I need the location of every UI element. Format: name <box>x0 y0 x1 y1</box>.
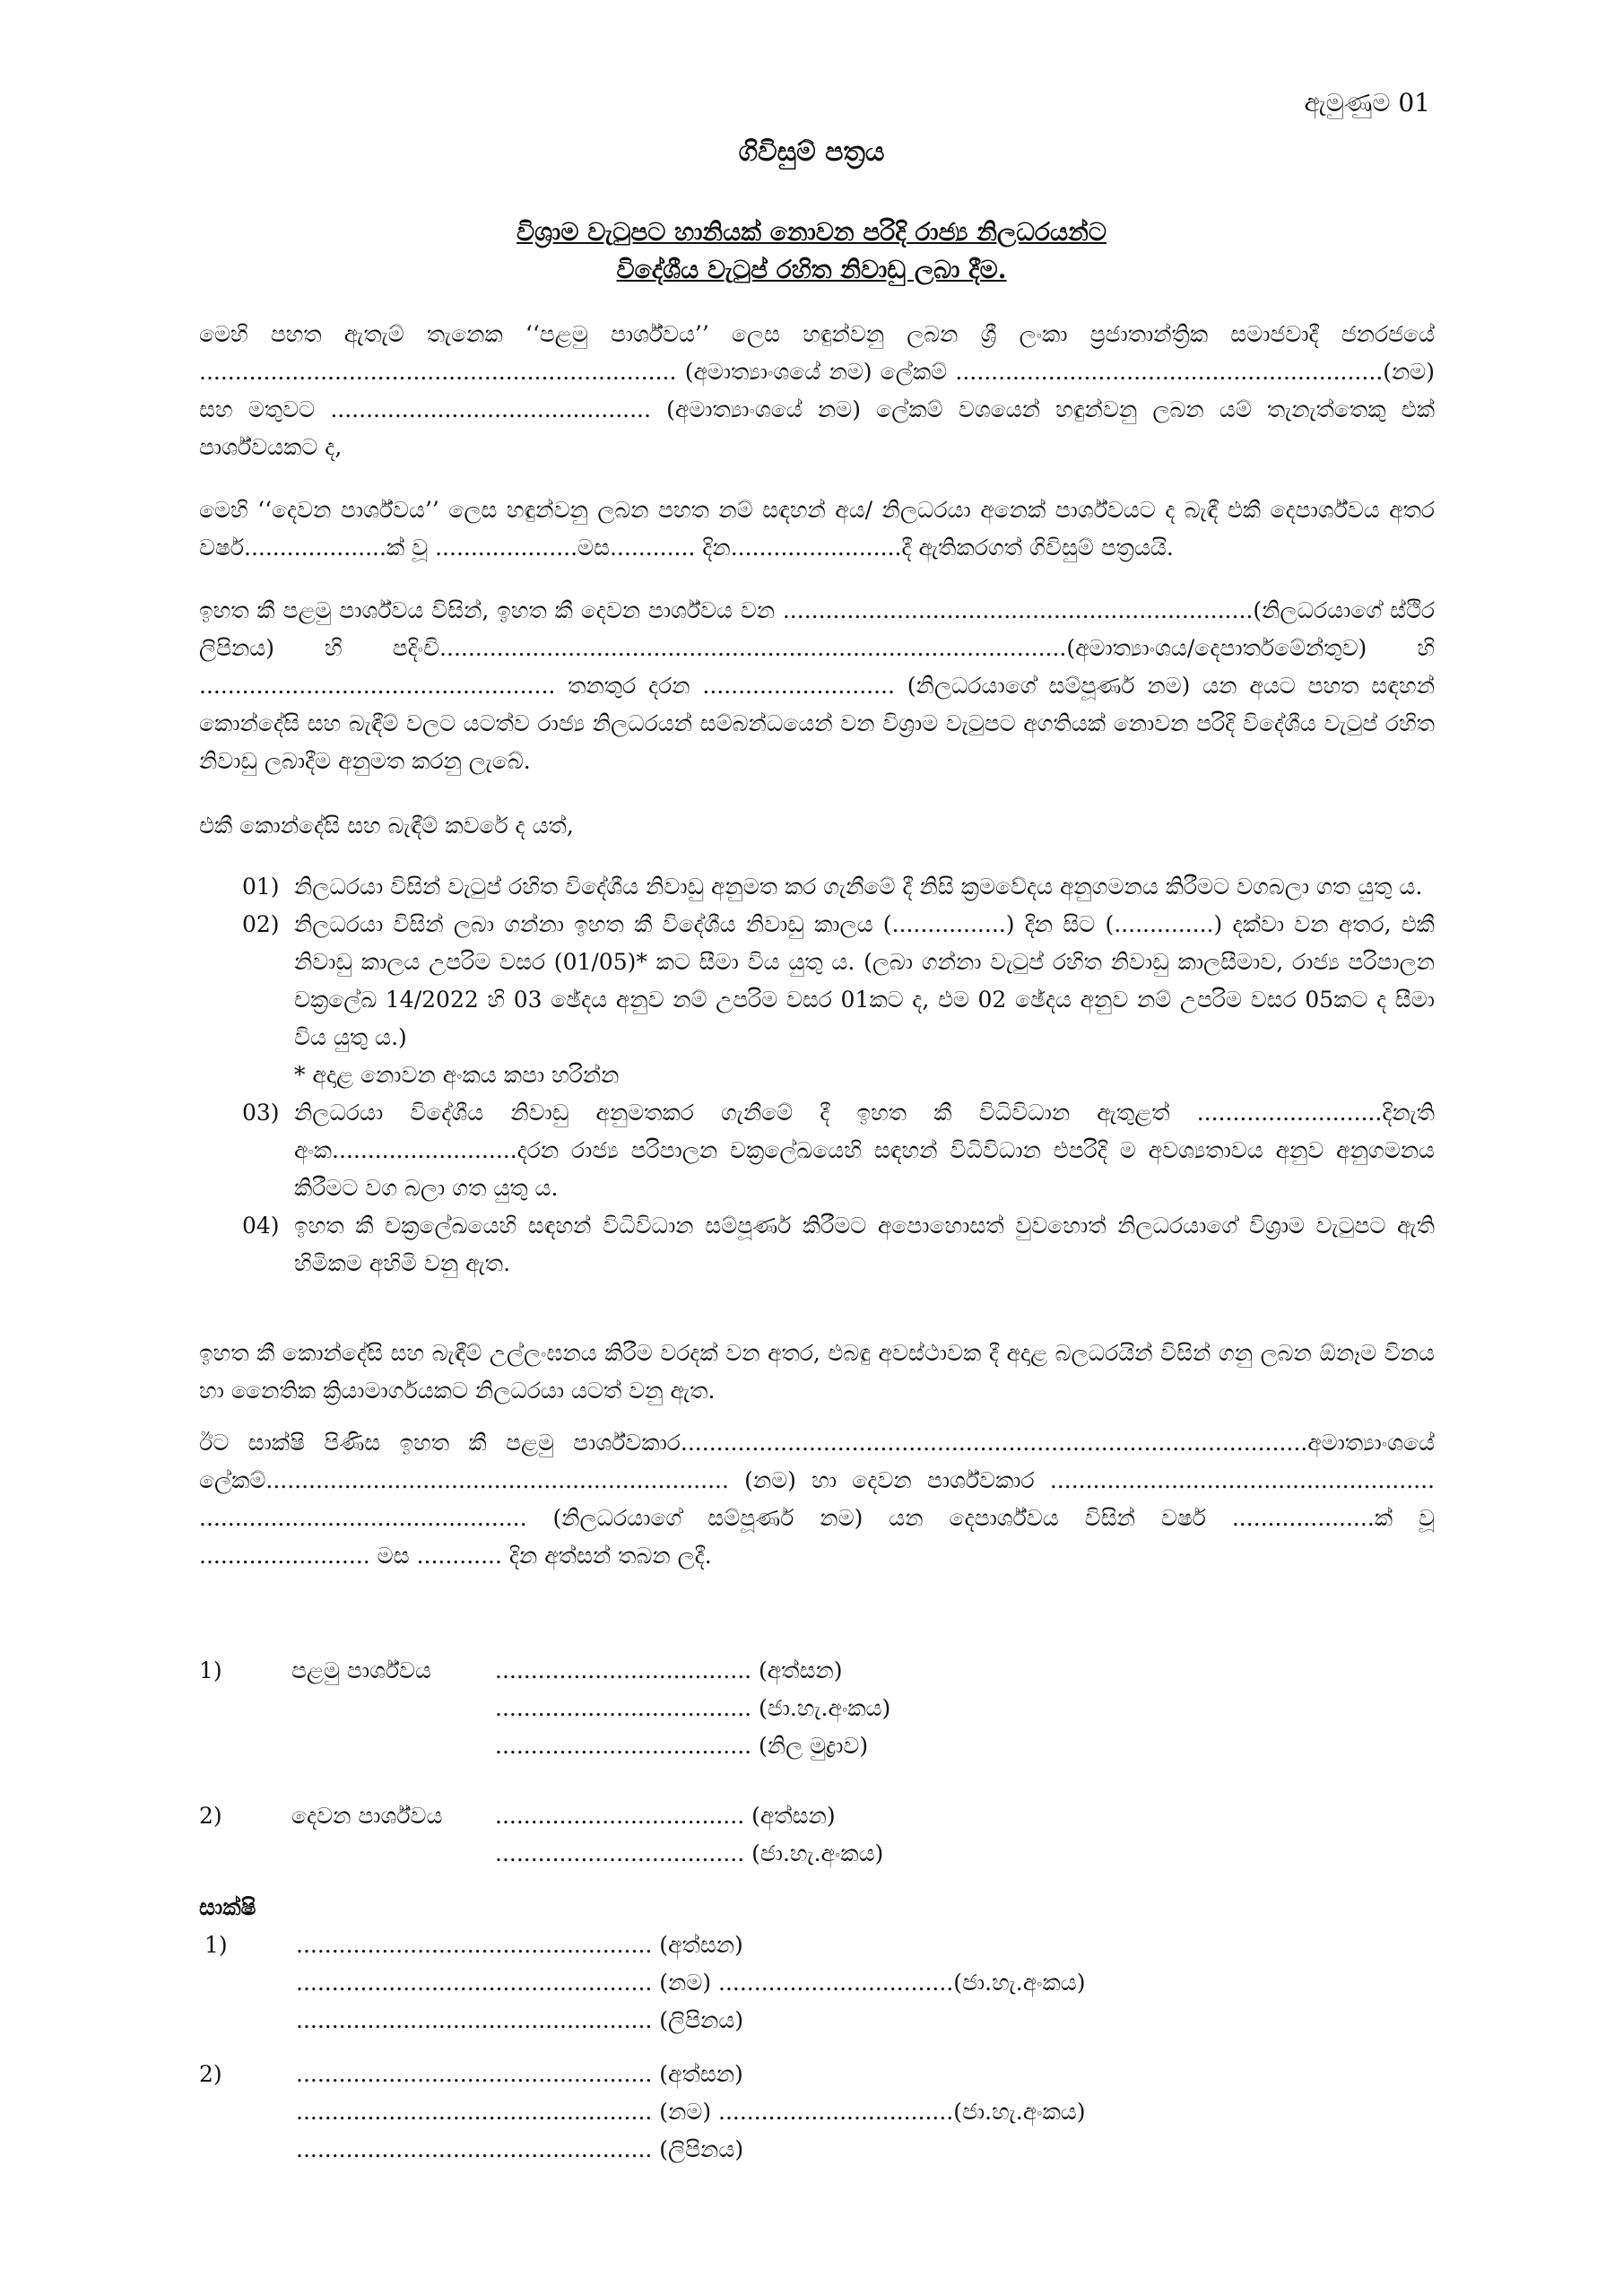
paragraph-text: මෙහි පහත ඇතැම් තැනෙක ‘‘පළමු පාර්ශ්වය’’ ලෙස හඳුන්වනු ලබන ශ්‍රී ලංකා ප්‍රජාතාන්ත්‍රික සමාජවාදී ජනරජයේ ................................................................... (අමාත්‍යාංශයේ නම) ලේකම් ............................................................(නම) සහ මතුවට ............................................. (අමාත්‍යාංශයේ නම) ලේකම් වශයෙන් හඳුන්වනු ලබන යම් තැනැත්තෙකු එක් පාර්ශ්වයකට ද, <box>199 321 1435 460</box>
paragraph-text: ඉහත කී පළමු පාර්ශ්වය විසින්, ඉහත කී දෙවන පාර්ශ්වය වන ..................................................................(නිලධරයාගේ ස්ථිර ලිපිනය) හි පදිංචි........................................................................................(අමාත්‍යාංශය/දෙපාර්තමේන්තුව) හි .................................................. තනතුර දරන ........................... (නිලධරයාගේ සම්පූර්ණ නම) යන අයට පහත සඳහන් කොන්දේසි සහ බැඳීම් වලට යටත්ව රාජ්‍ය නිලධරයන් සම්බන්ධයෙන් වන විශ්‍රාම වැටුපට අගතියක් නොවන පරිදි විදේශීය වැටුප් රහිත නිවාඩු ලබාදීම අනුමත කරනු ලැබේ. <box>199 597 1435 774</box>
paragraph-second-party <box>199 491 1435 567</box>
party1-label: පළමු පාර්ශ්වය <box>291 1657 431 1683</box>
paragraph-approval <box>199 592 1435 780</box>
witness1-address-line: .................................................. (ලිපිනය) <box>296 2007 744 2033</box>
list-item <box>242 1207 1435 1283</box>
list-item <box>242 906 1435 1057</box>
item-number: 04) <box>242 1213 280 1239</box>
witness1-number: 1) <box>204 1932 228 1958</box>
item-number: 03) <box>242 1100 280 1126</box>
paragraph-conditions-intro <box>199 807 1435 845</box>
witness2-signature-line: .................................................. (අත්සන) <box>296 2061 743 2087</box>
witness2-number: 2) <box>199 2061 222 2087</box>
witness-heading: සාක්ෂි <box>199 1894 256 1920</box>
paragraph-text: ඉහත කී කොන්දේසි සහ බැඳීම් උල්ලංඝනය කිරීම වරදක් වන අතර, එබඳු අවස්ථාවක දී අදාළ බලධරයින් විසින් ගනු ලබන ඕනෑම විනය හා නෛතික ක්‍රියාමාර්ගයකට නිලධරයා යටත් වනු ඇත. <box>199 1340 1435 1404</box>
document-title: ගිවිසුම් පත්‍රය <box>738 136 885 168</box>
conditions-list <box>242 868 1435 1283</box>
item-note: * අදාළ නොවන අංකය කපා හරින්න <box>294 1062 620 1088</box>
item-text: නිලධරයා විදේශීය නිවාඩු අනුමතකර ගැනීමේ දී ඉහත කී විධිවිධාන ඇතුළත් ..........................දිනැති අංක..........................දරන රාජ්‍ය පරිපාලන චක්‍රලේඛයෙහි සඳහන් විධිවිධාන එපරිදි ම අවශ්‍යතාවය අනුව අනුගමනය කිරීමට වග බලා ගත යුතු ය. <box>294 1100 1435 1201</box>
party1-number: 1) <box>199 1657 222 1683</box>
party2-number: 2) <box>199 1803 222 1829</box>
annex-label: ඇමුණුම 01 <box>1304 88 1430 117</box>
paragraph-violation <box>199 1335 1435 1410</box>
party2-label: දෙවන පාර්ශ්වය <box>291 1803 443 1829</box>
witness2-address-line: .................................................. (ලිපිනය) <box>296 2136 744 2162</box>
party1-seal-line: .................................... (නිල මුද්‍රාව) <box>495 1733 869 1759</box>
item-text: නිලධරයා විසින් වැටුප් රහිත විදේශීය නිවාඩු අනුමත කර ගැනීමේ දී නිසි ක්‍රමවේදය අනුගමනය කිරීමට වගබලා ගත යුතු ය. <box>294 874 1423 900</box>
witness1-name-nic-line: .................................................. (නම) .................................(ජා.හැ.අංකය) <box>296 1970 1086 1996</box>
list-item <box>242 868 1435 906</box>
item-number: 02) <box>242 911 280 937</box>
item-number: 01) <box>242 874 280 900</box>
document-subtitle <box>0 213 1623 289</box>
item-text: නිලධරයා විසින් ලබා ගන්නා ඉහත කී විදේශීය නිවාඩු කාලය (................) දින සිට (..............) දක්වා වන අතර, එකී නිවාඩු කාලය උපරිම වසර (01/05)* කට සීමා විය යුතු ය. (ලබා ගන්නා වැටුප් රහිත නිවාඩු කාලසීමාව, රාජ්‍ය පරිපාලන චක්‍රලේඛ 14/2022 හි 03 ඡේදය අනුව නම් උපරිම වසර 01කට ද, එම 02 ඡේදය අනුව නම් උපරිම වසර 05කට ද සීමා විය යුතු ය.) <box>294 911 1435 1050</box>
party2-signature-line: ................................... (අත්සන) <box>495 1803 836 1829</box>
paragraph-text: එකී කොන්දේසි සහ බැඳීම් කවරේ ද යත්, <box>199 813 574 839</box>
subtitle-line-1: විශ්‍රාම වැටුපට හානියක් නොවන පරිදි රාජ්‍ය නිලධරයන්ට <box>516 217 1107 247</box>
witness2-name-nic-line: .................................................. (නම) .................................(ජා.හැ.අංකය) <box>296 2099 1086 2125</box>
party1-nic-line: .................................... (ජා.හැ.අංකය) <box>495 1695 891 1721</box>
paragraph-witness-statement <box>199 1424 1435 1575</box>
party1-signature-line: .................................... (අත්සන) <box>495 1657 843 1683</box>
list-item <box>242 1094 1435 1207</box>
item-text: ඉහත කී චක්‍රලේඛයෙහි සඳහන් විධිවිධාන සම්පූර්ණ කිරීමට අපොහොසත් වුවහොත් නිලධරයාගේ විශ්‍රාම වැටුපට ඇති හිමිකම අහිමි වනු ඇත. <box>294 1213 1435 1276</box>
paragraph-text: මෙහි ‘‘දෙවන පාර්ශ්වය’’ ලෙස හඳුන්වනු ලබන පහත නම් සඳහන් අය/ නිලධරයා අනෙක් පාර්ශ්වයට ද බැඳී එකී දෙපාර්ශ්වය අතර වර්ෂ....................ක් වූ ....................මස............ දින........................දී ඇතිකරගත් ගිවිසුම් පත්‍රයයි. <box>199 497 1435 561</box>
subtitle-line-2: විදේශීය වැටුප් රහිත නිවාඩු ලබා දීම. <box>616 255 1007 284</box>
paragraph-first-party <box>199 316 1435 466</box>
witness1-signature-line: .................................................. (අත්සන) <box>296 1932 743 1958</box>
party2-nic-line: ................................... (ජා.හැ.අංකය) <box>495 1840 884 1866</box>
paragraph-text: ඊට සාක්ෂි පිණිස ඉහත කී පළමු පාර්ශ්වකාර........................................................................................අමාත්‍යාංශයේ ලේකම්................................................................. (නම) හා දෙවන පාර්ශ්වකාර ...................................................... .............................................. (නිලධරයාගේ සම්පූර්ණ නම) යන දෙපාර්ශ්වය විසින් වර්ෂ ....................ක් වූ ........................ මස ............ දින අත්සන් තබන ලදී. <box>199 1430 1435 1569</box>
